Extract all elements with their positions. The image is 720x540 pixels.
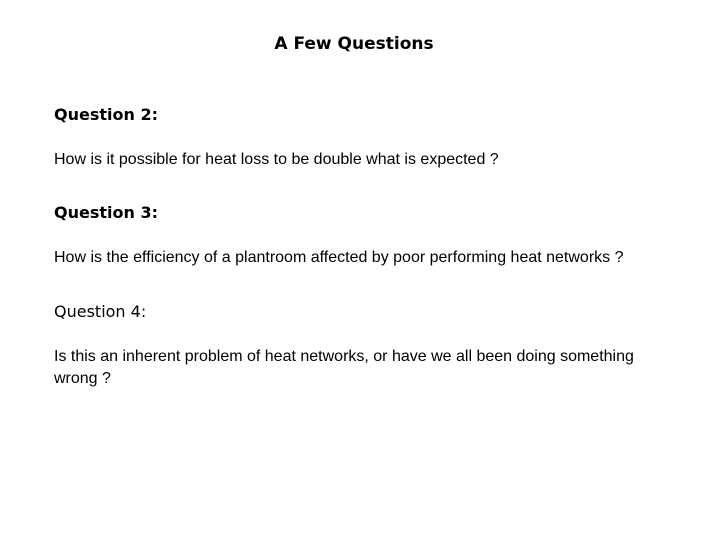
question-text: How is the efficiency of a plantroom affected by poor performing heat networks ?: [54, 249, 624, 266]
question-text: Is this an inherent problem of heat networks, or have we all been doing something wrong ?: [54, 348, 634, 387]
question-block: [54, 104, 664, 171]
question-block: [54, 202, 664, 269]
question-block: [54, 301, 664, 390]
slide-content: [54, 104, 664, 390]
question-heading: Question 4:: [54, 302, 147, 321]
slide-title: A Few Questions: [274, 34, 434, 54]
question-heading: Question 2:: [54, 105, 158, 124]
question-text: How is it possible for heat loss to be double what is expected ?: [54, 151, 499, 168]
question-heading: Question 3:: [54, 203, 158, 222]
